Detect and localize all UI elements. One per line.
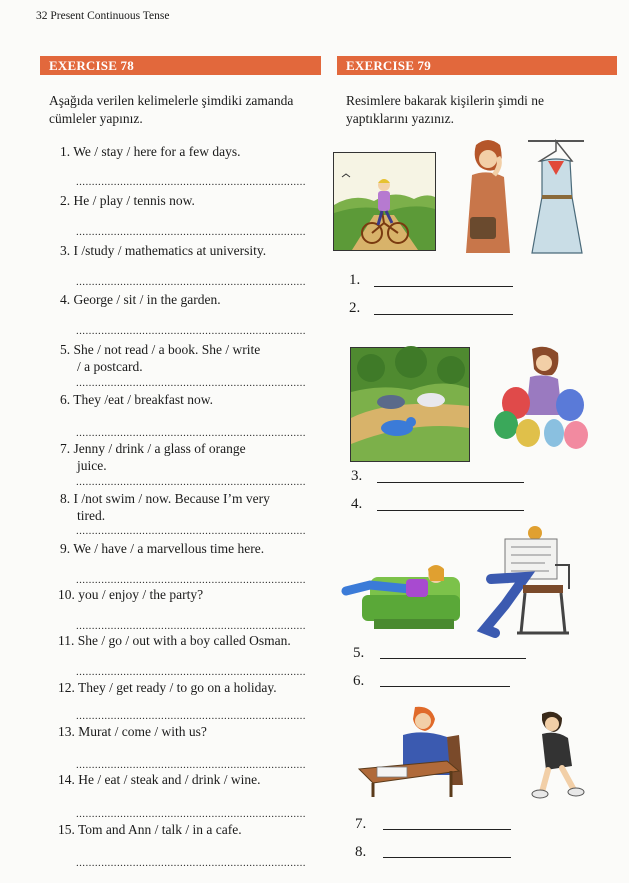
answer-blank[interactable]: ......................................................................... (76, 377, 306, 389)
woman-shopping-dress-picture (458, 135, 588, 260)
exercise-78-header: EXERCISE 78 (40, 56, 321, 75)
running-head: 32 Present Continuous Tense (36, 10, 170, 22)
answer-line[interactable] (377, 510, 524, 511)
question-4: 4. George / sit / in the garden. (60, 292, 221, 307)
answer-blank[interactable]: ......................................................................... (76, 759, 306, 771)
question-7: 7. Jenny / drink / a glass of orange juice. (60, 441, 246, 473)
question-2: 2. He / play / tennis now. (60, 193, 195, 208)
answer-blank[interactable]: ......................................................................... (76, 574, 306, 586)
answer-line[interactable] (383, 829, 511, 830)
exercise-79-instruction (346, 92, 544, 128)
answer-number: 2. (349, 300, 361, 316)
question-8: 8. I /not swim / now. Because I’m very tired. (60, 491, 270, 523)
answer-blank[interactable]: ......................................................................... (76, 176, 306, 188)
answer-number: 7. (355, 816, 367, 832)
answer-line[interactable] (374, 314, 513, 315)
answer-blank[interactable]: ......................................................................... (76, 525, 306, 537)
question-13: 13. Murat / come / with us? (58, 724, 207, 739)
question-5: 5. She / not read / a book. She / write / a postcard. (60, 342, 261, 374)
instruction-line: yaptıklarını yazınız. (346, 111, 454, 126)
question-10: 10. you / enjoy / the party? (58, 587, 204, 602)
answer-blank[interactable]: ......................................................................... (76, 325, 306, 337)
question-9: 9. We / have / a marvellous time here. (60, 541, 265, 556)
answer-blank[interactable]: ......................................................................... (76, 710, 306, 722)
question-3: 3. I /study / mathematics at university. (60, 243, 267, 258)
answer-number: 5. (353, 645, 365, 661)
woman-shopping-bags-picture (494, 345, 594, 455)
woman-phoning-at-desk-picture (355, 705, 475, 800)
woman-tying-shoe-picture (528, 710, 586, 800)
answer-number: 1. (349, 272, 361, 288)
dogs-running-picture (350, 347, 470, 462)
answer-line[interactable] (380, 658, 526, 659)
answer-number: 8. (355, 844, 367, 860)
answer-number: 6. (353, 673, 365, 689)
answer-number: 3. (351, 468, 363, 484)
question-6: 6. They /eat / breakfast now. (60, 392, 213, 407)
answer-blank[interactable]: ......................................................................... (76, 620, 306, 632)
question-12: 12. They / get ready / to go on a holiday. (58, 680, 277, 695)
instruction-line: cümleler yapınız. (49, 111, 143, 126)
exercise-78-instruction (49, 92, 293, 128)
answer-blank[interactable]: ......................................................................... (76, 427, 306, 439)
woman-relaxing-armchair-picture (340, 555, 462, 635)
answer-blank[interactable]: ......................................................................... (76, 476, 306, 488)
answer-number: 4. (351, 496, 363, 512)
instruction-line: Aşağıda verilen kelimelerle şimdiki zamanda (49, 93, 294, 108)
answer-blank[interactable]: ......................................................................... (76, 666, 306, 678)
answer-blank[interactable]: ......................................................................... (76, 808, 306, 820)
answer-blank[interactable]: ......................................................................... (76, 276, 306, 288)
cyclist-picture (333, 152, 436, 251)
man-reading-newspaper-picture (465, 525, 575, 640)
answer-blank[interactable]: ......................................................................... (76, 226, 306, 238)
question-11: 11. She / go / out with a boy called Osman. (58, 633, 291, 648)
exercise-79-header: EXERCISE 79 (337, 56, 617, 75)
question-15: 15. Tom and Ann / talk / in a cafe. (58, 822, 242, 837)
question-14: 14. He / eat / steak and / drink / wine. (58, 772, 261, 787)
answer-line[interactable] (374, 286, 513, 287)
answer-line[interactable] (380, 686, 510, 687)
answer-blank[interactable]: ......................................................................... (76, 857, 306, 869)
answer-line[interactable] (377, 482, 524, 483)
question-1: 1. We / stay / here for a few days. (60, 144, 241, 159)
instruction-line: Resimlere bakarak kişilerin şimdi ne (346, 93, 544, 108)
answer-line[interactable] (383, 857, 511, 858)
